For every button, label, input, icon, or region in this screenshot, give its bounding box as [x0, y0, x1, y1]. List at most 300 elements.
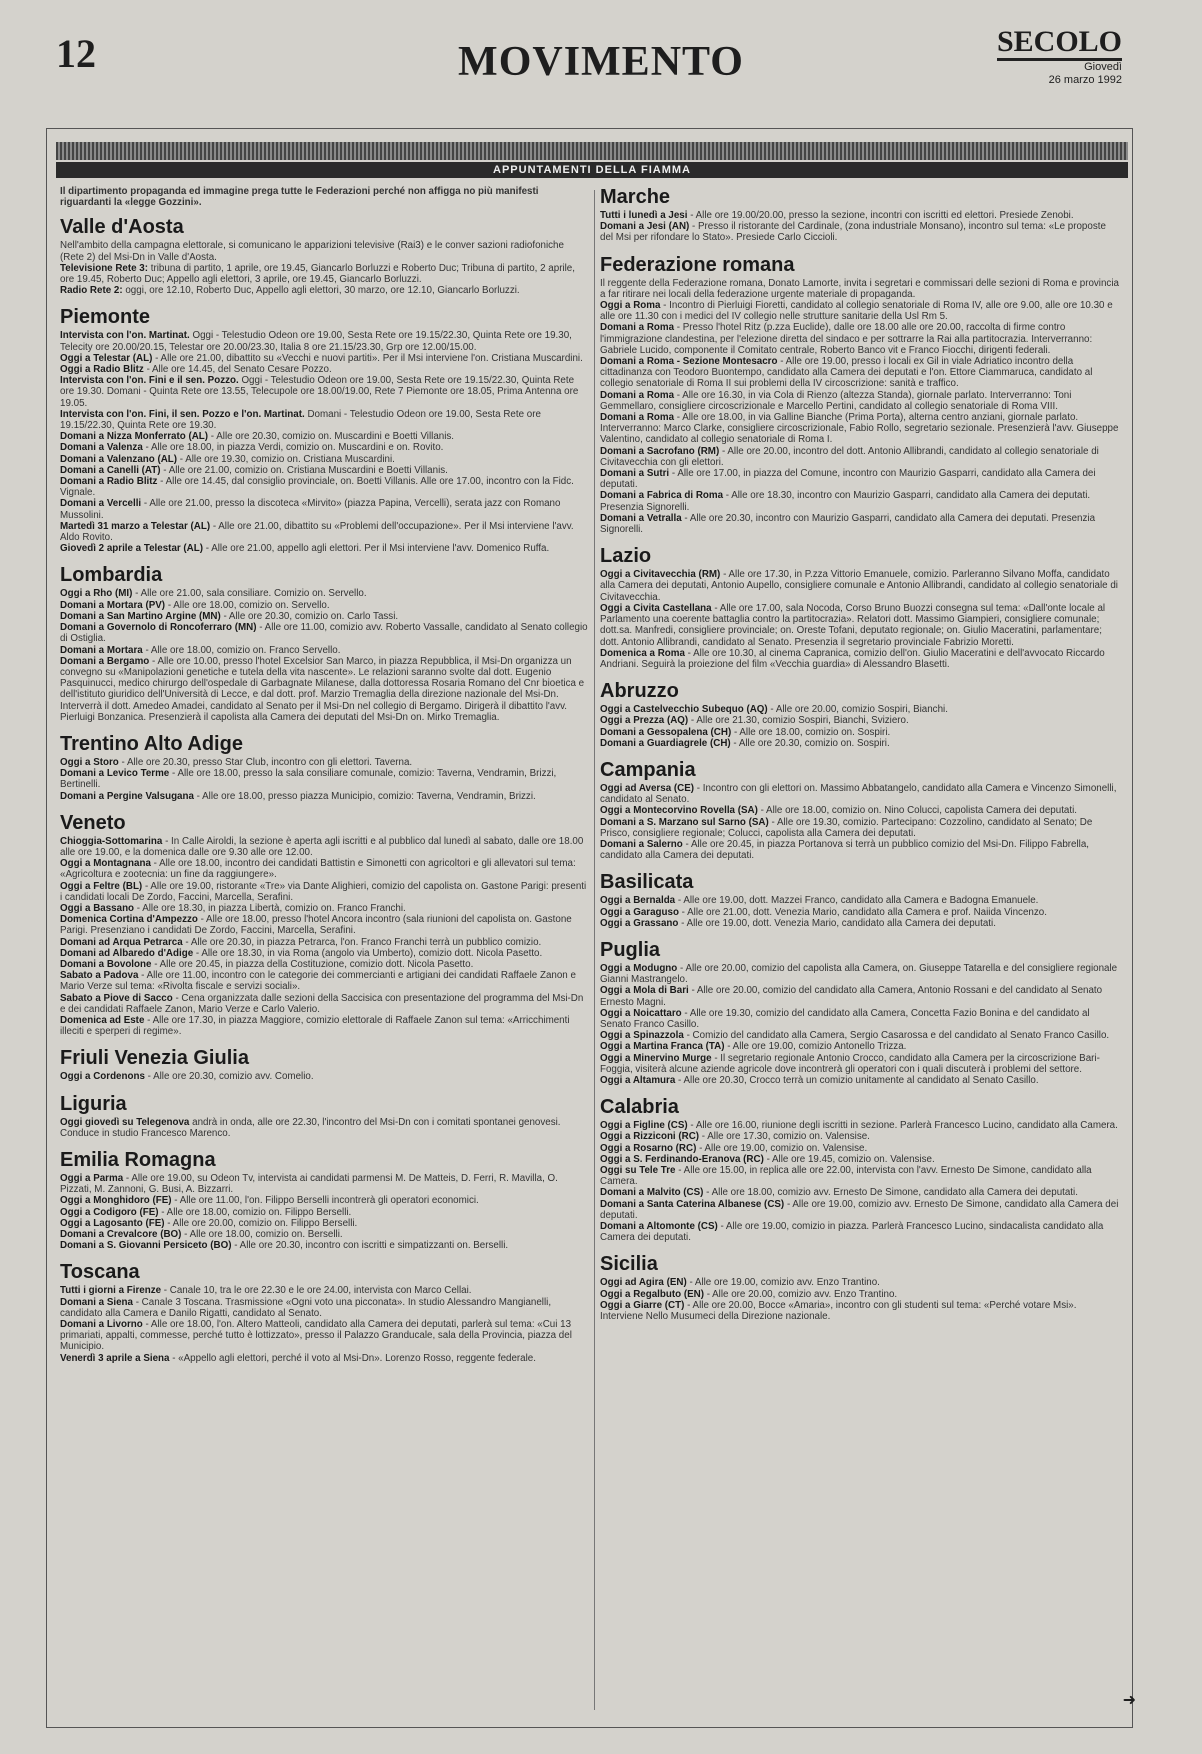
appointment-entry [60, 881, 590, 903]
entry-lead: Chioggia-Sottomarina [60, 835, 163, 847]
appointment-entry [600, 1277, 1120, 1288]
entry-lead: Domani a Governolo di Roncoferraro (MN) [60, 622, 257, 634]
entry-text: - Alle ore 19.00, dott. Mazzei Franco, candidato alla Camera e Badogna Emanuele. [677, 895, 1039, 907]
appointment-entry [60, 622, 590, 644]
entry-lead: Oggi a Prezza (AQ) [600, 715, 689, 727]
right-column [600, 186, 1120, 1724]
appointment-entry [60, 409, 590, 431]
region-title: Marche [600, 186, 671, 208]
entry-text: - «Appello agli elettori, perché il voto al Msi-Dn». Lorenzo Rosso, reggente federale. [172, 1352, 536, 1364]
appointment-entry [600, 805, 1120, 816]
entry-lead: Oggi a Civita Castellana [600, 602, 712, 614]
entry-text: - Alle ore 17.30, comizio on. Valensise. [701, 1131, 870, 1143]
entry-lead: Domani a Fabrica di Roma [600, 490, 724, 502]
entry-lead: Oggi a Storo [60, 756, 119, 768]
appointment-entry [600, 300, 1120, 322]
entry-lead: Domani a Mortara (PV) [60, 599, 166, 611]
banner-stripe [56, 142, 1128, 160]
entry-text: - Alle ore 19.30, comizio del candidato alla Camera, Concetta Fazio Bonina e del candidato al Senato Franco Casillo. [600, 1007, 1090, 1030]
appointment-entry [600, 278, 1120, 300]
appointment-entry [60, 543, 590, 554]
column-divider [594, 190, 595, 1710]
appointment-entry [60, 993, 590, 1015]
entry-lead: Domani a Sacrofano (RM) [600, 445, 720, 457]
entry-text: - Alle ore 17.30, in piazza Maggiore, comizio elettorale di Raffaele Zanon sul tema: «Arricchimenti illeciti e sperperi di regime». [60, 1014, 570, 1038]
entry-text: - Presso l'hotel Ritz (p.zza Euclide), dalle ore 18.00 alle ore 20.00, raccolta di firme contro l'immigrazione clandestina, per l'elezione diretta del sindaco e per sottrarre la Rai alla partitocrazia. Interverranno: Gabriele Lucido, componente il Comitato centrale, Roberto Banco vit e Franco Fiocchi, dirigenti federali. [600, 322, 1093, 356]
entry-text: - Alle ore 20.45, in piazza della Costituzione, comizio dott. Nicola Pasetto. [154, 958, 474, 970]
entry-lead: Oggi a Mola di Bari [600, 985, 689, 997]
intro-notice: Il dipartimento propaganda ed immagine prega tutte le Federazioni perché non affigga no più manifesti riguardanti la «legge Gozzini». [60, 186, 539, 209]
entry-lead: Domani a Roma [600, 412, 675, 424]
region-title: Toscana [60, 1261, 140, 1284]
entry-text: - Alle ore 19.00, comizio in piazza. Parlerà Francesco Lucino, sindacalista candidato alla Camera dei deputati. [600, 1221, 1104, 1244]
appointment-entry [60, 375, 590, 409]
entry-lead: Giovedì 2 aprile a Telestar (AL) [60, 543, 204, 555]
entry-text: - Alle ore 18.00, presso la sala consiliare comunale, comizio: Taverna, Vendramin, Brizzi, Bertinelli. [60, 768, 557, 791]
entry-text: - Alle ore 21.30, comizio Sospiri, Bianchi, Sviziero. [690, 715, 909, 727]
entry-text: Il reggente della Federazione romana, Donato Lamorte, invita i segretari e commissari delle sezioni di Roma e provincia a far ritirare nei locali della federazione urgente materiale di propaganda. [600, 277, 1119, 300]
entry-text: - Alle ore 18.00, comizio on. Franco Servello. [145, 644, 341, 656]
appointment-entry [600, 1120, 1120, 1131]
entry-text: - Alle ore 19.00, presso i locali ex Gil in viale Adriatico incontro della cittadinanza con Teodoro Buontempo, candidato alla Camera dei deputati e l'on. Ettore Ciammaruca, candidato al collegio senatoriale di Roma II sui problemi della IV circoscrizione: sanità e traffico. [600, 356, 1093, 390]
entry-lead: Domani a Malvito (CS) [600, 1187, 704, 1199]
entry-text: - Il segretario regionale Antonio Crocco, candidato alla Camera per la circoscrizione Bari-Foggia, visiterà alcune aziende agricole dove incontrerà gli operatori con i quali discuterà i problemi del settore. [600, 1052, 1100, 1075]
entry-lead: Domani a San Martino Argine (MN) [60, 610, 221, 622]
region-valle-d-aosta [60, 216, 590, 296]
entry-lead: Domani a Guardiagrele (CH) [600, 737, 731, 749]
entry-text: - Alle ore 18.00, presso l'hotel Ancora incontro (sala riunioni del capolista on. Gastone Parigi. Presenziano i candidati De Zordo, Faccini, Marcella, Serafini. [60, 914, 572, 937]
entry-text: - Alle ore 19.30, comizio on. Cristiana Muscardini. [179, 453, 395, 465]
entry-lead: Oggi a Roma [600, 300, 661, 312]
entry-text: - Alle ore 21.00, dott. Venezia Mario, candidato alla Camera e prof. Naiida Vincenzo. [681, 906, 1047, 918]
appointment-entry [60, 1173, 590, 1195]
entry-text: - Alle ore 20.00, incontro del dott. Antonio Allibrandi, candidato al collegio senatoriale di Civitavecchia con gli elettori. [600, 445, 1099, 468]
region-title: Lombardia [60, 564, 163, 587]
entry-lead: Oggi su Tele Tre [600, 1165, 676, 1176]
appointment-entry [600, 412, 1120, 446]
entry-lead: Oggi a Radio Blitz [60, 364, 144, 376]
region-marche [600, 186, 1120, 244]
region-campania [600, 759, 1120, 861]
region-title: Puglia [600, 938, 661, 961]
entry-lead: Oggi a Bassano [60, 902, 135, 914]
region-veneto [60, 812, 590, 1038]
entry-text: - Alle ore 19.00, su Odeon Tv, intervista ai candidati parmensi M. De Matteis, D. Ferri, R. Mavilla, O. Pizzati, M. Zannoni, G. Busi, A. Bizzarri. [60, 1173, 558, 1196]
entry-text: - Incontro con gli elettori on. Massimo Abbatangelo, candidato alla Camera e Vincenzo Simonelli, candidato al Senato. [600, 782, 1117, 806]
appointment-entry [60, 1229, 590, 1240]
region-title: Liguria [60, 1092, 127, 1115]
entry-text: - Alle ore 20.45, in piazza Portanova si terrà un pubblico comizio del Msi-Dn. Filippo Fabrella, candidato alla Camera dei deputati. [600, 838, 1089, 862]
entry-text: - Alle ore 19.00, ristorante «Tre» via Dante Alighieri, comizio del capolista on. Gastone Parigi: presenti i candidati locali De Zordo, Faccini, Marcella, Serafini. [60, 880, 587, 903]
masthead-date: 26 marzo 1992 [1048, 74, 1122, 86]
entry-text: - Alle ore 10.00, presso l'hotel Excelsior San Marco, in piazza Repubblica, il Msi-Dn organizza un convegno su «Manipolazioni genetiche e tutela della vita nascente». Le relazioni saranno svolte dal dott. Eugenio Pasquinucci, medico chirurgo dell'ospedale di Garbagnate Milanese, dalla dottoressa Rosaria Romano del Cnr bioetica e dell'istituto giuridico dell'Università di Lecce, e dal dott. prof. Marzio Tremaglia della direzione nazionale del Msi-Dn. Interverrà il dott. Amedeo Amadei, candidato al Senato per il Msi-Dn nel collegio di Bergamo. Dirigerà il dibattito l'avv. Pierluigi Bonzanica. Presenzierà il capolista alla Camera dei deputati del Msi-Dn on. Mirko Tremaglia. [60, 655, 585, 723]
entry-lead: Domani a Jesi (AN) [600, 221, 690, 233]
left-column [60, 186, 590, 1724]
entry-lead: Oggi a Figline (CS) [600, 1120, 688, 1132]
entry-lead: Domani a Crevalcore (BO) [60, 1229, 182, 1241]
entry-lead: Oggi a Cordenons [60, 1071, 145, 1083]
entry-lead: Domani a Roma [600, 389, 675, 401]
entry-lead: Oggi a Feltre (BL) [60, 880, 143, 892]
entry-lead: Radio Rete 2: [60, 285, 123, 297]
entry-text: - Alle ore 21.00, comizio on. Cristiana Muscardini e Boetti Villanis. [163, 464, 448, 476]
entry-lead: Oggi a Spinazzola [600, 1030, 684, 1042]
entry-lead: Domani a Valenzano (AL) [60, 453, 178, 465]
entry-lead: Oggi a Rho (MI) [60, 588, 133, 600]
appointment-entry [60, 645, 590, 656]
appointment-entry [600, 1030, 1120, 1041]
entry-lead: Oggi a Montagnana [60, 858, 151, 870]
entry-text: - Alle ore 18.00, comizio on. Nino Colucci, capolista Camera dei deputati. [760, 805, 1077, 817]
appointment-entry [60, 858, 590, 880]
appointment-entry [600, 985, 1120, 1007]
entry-text: - Alle ore 20.30, comizio avv. Comelio. [147, 1071, 314, 1083]
region-abruzzo [600, 680, 1120, 749]
entry-lead: Oggi a S. Ferdinando-Eranova (RC) [600, 1153, 764, 1165]
appointment-entry [60, 656, 590, 723]
appointment-entry [60, 1285, 590, 1296]
masthead [997, 26, 1122, 87]
appointment-entry [600, 210, 1120, 221]
appointment-entry [600, 1199, 1120, 1221]
entry-text: - Alle ore 19.00, comizio Antonello Trizza. [727, 1041, 907, 1053]
entry-text: andrà in onda, alle ore 22.30, l'incontro del Msi-Dn con i comitati spontanei genovesi. Conduce in studio Francesco Marenco. [60, 1116, 561, 1139]
entry-text: Oggi - Telestudio Odeon ore 19.00, Sesta Rete ore 19.15/22.30, Quinta Rete ore 19.30, Telecity ore 20.00/20.15, Telestar ore 20.00/23.30, Italia 8 ore 21.15/23.30, Grp ore 12.00/15.00. [60, 330, 572, 353]
entry-text: - Presso il ristorante del Cardinale, (zona industriale Monsano), incontro sul tema: «Le proposte del Msi per rifondare lo Stato». Presiede Carlo Ciccioli. [600, 221, 1106, 244]
entry-text: - Alle ore 17.00, sala Nocoda, Corso Bruno Buozzi consegna sul tema: «Dall'onte locale al Parlamento una coerente battaglia contro la partitocrazia». Relatori dott. Massimo Giampieri, consigliere comunale; dott.sa. Manfredi, consigliere provinciale; on. Oreste Tofani, deputato regionale; on. Giulio Maceratini, parlamentare; dott. Antonio Allibrandi, candidato al Senato. Presenzia il segretario provinciale Fabrizio Moretti. [600, 602, 1106, 648]
entry-text: - Alle ore 18.00, comizio avv. Ernesto De Simone, candidato alla Camera dei deputati. [706, 1187, 1078, 1199]
region-basilicata [600, 871, 1120, 929]
appointment-entry [600, 1143, 1120, 1154]
entry-lead: Domani a Livorno [60, 1319, 143, 1331]
entry-text: - Alle ore 21.00, presso la discoteca «Mirvito» (piazza Papina, Vercelli), serata jazz con Romano Mussolini. [60, 498, 561, 521]
entry-lead: Oggi a Monghidoro (FE) [60, 1195, 172, 1207]
entry-lead: Domani a S. Marzano sul Sarno (SA) [600, 816, 769, 828]
entry-text: Nell'ambito della campagna elettorale, si comunicano le apparizioni televisive (Rai3) e le conver sazioni radiofoniche (Rete 2) del Msi-Dn in Valle d'Aosta. [60, 240, 564, 263]
entry-lead: Domani a Vetralla [600, 512, 682, 524]
section-title: MOVIMENTO [458, 39, 744, 85]
entry-lead: Domani a Pergine Valsugana [60, 790, 194, 802]
entry-text: - Canale 3 Toscana. Trasmissione «Ogni voto una picconata». In studio Alessandro Mangianelli, candidato alla Camera e Danilo Rigatti, candidato al Senato. [60, 1296, 552, 1319]
appointment-entry [60, 768, 590, 790]
appointment-entry [60, 285, 590, 296]
appointment-entry [600, 727, 1120, 738]
entry-lead: Domani a Gessopalena (CH) [600, 726, 732, 738]
appointment-entry [600, 907, 1120, 918]
appointment-entry [60, 240, 590, 262]
appointment-entry [60, 836, 590, 858]
region-toscana [60, 1261, 590, 1363]
entry-text: - Alle ore 20.30, presso Star Club, incontro con gli elettori. Taverna. [121, 756, 413, 768]
appointment-entry [60, 330, 590, 352]
masthead-day: Giovedì [1084, 61, 1122, 73]
appointment-entry [600, 783, 1120, 805]
region-liguria [60, 1093, 590, 1139]
appointment-entry [60, 1195, 590, 1206]
entry-lead: Domani a Santa Caterina Albanese (CS) [600, 1198, 785, 1210]
appointment-entry [600, 817, 1120, 839]
entry-text: - Comizio del candidato alla Camera, Sergio Casarossa e del candidato al Senato Franco Casillo. [686, 1030, 1110, 1042]
entry-text: - Alle ore 18.00, comizio on. Berselli. [184, 1229, 343, 1241]
appointment-entry [60, 1071, 590, 1082]
region-title: Basilicata [600, 871, 694, 894]
entry-text: Domani - Telestudio Odeon ore 19.00, Sesta Rete ore 19.15/22.30, Quinta Rete ore 19.30. [60, 408, 541, 432]
entry-lead: Oggi a Castelvecchio Subequo (AQ) [600, 704, 768, 716]
entry-lead: Intervista con l'on. Fini e il sen. Pozzo. [60, 375, 239, 387]
entry-lead: Domani ad Arqua Petrarca [60, 936, 183, 948]
entry-text: - Alle ore 18.00, comizio on. Sospiri. [733, 726, 891, 738]
entry-lead: Venerdì 3 aprile a Siena [60, 1352, 170, 1364]
entry-lead: Domani a Sutri [600, 468, 670, 480]
entry-text: oggi, ore 12.10, Roberto Duc, Appello agli elettori, 30 marzo, ore 12.10, Giancarlo Borluzzi. [125, 285, 520, 297]
entry-text: - Alle ore 20.00, comizio on. Filippo Berselli. [167, 1217, 358, 1229]
entry-lead: Oggi a Martina Franca (TA) [600, 1041, 725, 1053]
appointment-entry [60, 263, 590, 285]
region-title: Friuli Venezia Giulia [60, 1047, 249, 1070]
appointment-entry [600, 1053, 1120, 1075]
appointment-entry [60, 476, 590, 498]
entry-text: - Alle ore 19.00, dott. Venezia Mario, candidato alla Camera dei deputati. [681, 917, 996, 929]
appointment-entry [60, 959, 590, 970]
entry-text: - Alle ore 17.00, in piazza del Comune, incontro con Maurizio Gasparri, candidato alla Camera dei deputati. [600, 468, 1096, 491]
entry-text: - Alle ore 14.45, dal consiglio provinciale, on. Boetti Villanis. Alle ore 17.00, incontro con la Fidc. Vignale. [60, 476, 574, 499]
entry-lead: Oggi a Rosarno (RC) [600, 1142, 697, 1154]
entry-text: - Alle ore 21.00, dibattito su «Problemi dell'occupazione». Per il Msi interviene l'avv. Aldo Rovito. [60, 520, 574, 544]
appointment-entry [600, 356, 1120, 390]
appointment-entry [60, 1218, 590, 1229]
entry-lead: Oggi a Garaguso [600, 906, 679, 918]
appointment-entry [60, 937, 590, 948]
entry-lead: Domani a Levico Terme [60, 768, 170, 780]
appointment-entry [600, 490, 1120, 512]
region-piemonte [60, 306, 590, 554]
appointment-entry [600, 738, 1120, 749]
entry-text: - Alle ore 19.30, comizio. Partecipano: Cozzolino, candidato al Senato; De Prisco, consigliere regionale; Colucci, capolista alla Camera dei deputati. [600, 816, 1093, 839]
appointment-entry [60, 521, 590, 543]
entry-lead: Sabato a Piove di Sacco [60, 992, 173, 1004]
entry-text: - Alle ore 10.30, al cinema Capranica, comizio dell'on. Giulio Maceratini e dell'avvocato Riccardo Andriani. Seguirà la proiezione del film «Vecchia guardia» di Alessandro Blasetti. [600, 647, 1105, 670]
entry-text: - Alle ore 17.30, in P.zza Vittorio Emanuele, comizio. Parleranno Silvano Moffa, candidato alla Camera dei deputati, Antonio Aupello, consigliere comunale e Antonio Allibrandi, candidato al collegio senatoriale di Civitavecchia. [600, 569, 1118, 603]
entry-lead: Oggi a Rizziconi (RC) [600, 1131, 700, 1143]
entry-text: - Alle ore 18.00, in piazza Verdi, comizio on. Muscardini e on. Rovito. [145, 442, 444, 454]
appointment-entry [600, 648, 1120, 670]
appointment-entry [600, 1300, 1120, 1322]
entry-lead: Oggi a Regalbuto (EN) [600, 1288, 704, 1300]
appointment-entry [600, 221, 1120, 243]
entry-lead: Domani a Canelli (AT) [60, 464, 161, 476]
entry-text: tribuna di partito, 1 aprile, ore 19.45, Giancarlo Borluzzi e Roberto Duc; Tribuna di partito, 2 aprile, ore 19.45, Roberto Duc; Appello agli elettori, 3 aprile, ore 19.45, Giancarlo Borluzzi. [60, 262, 575, 286]
entry-text: - Alle ore 19.00/20.00, presso la sezione, incontri con iscritti ed elettori. Presiede Zenobi. [690, 210, 1074, 221]
entry-lead: Oggi a Minervino Murge [600, 1052, 712, 1064]
entry-lead: Oggi a Giarre (CT) [600, 1299, 685, 1311]
entry-lead: Domani ad Albaredo d'Adige [60, 947, 194, 959]
region-calabria [600, 1096, 1120, 1243]
entry-text: - Alle ore 20.30, comizio on. Sospiri. [733, 737, 890, 749]
appointment-entry [600, 715, 1120, 726]
appointment-entry [600, 1041, 1120, 1052]
region-emilia-romagna [60, 1149, 590, 1251]
entry-lead: Domani a Nizza Monferrato (AL) [60, 431, 209, 443]
entry-lead: Oggi ad Agira (EN) [600, 1277, 687, 1289]
appointment-entry [60, 353, 590, 364]
appointment-entry [60, 1117, 590, 1139]
appointment-entry [60, 454, 590, 465]
entry-text: - Alle ore 16.30, in via Cola di Rienzo (altezza Standa), giornale parlato. Interverranno: Toni Gemmellaro, consigliere circoscrizionale e Marcello Pertini, candidato al collegio senatoriale di Roma VIII. [600, 389, 1072, 412]
region-sicilia [600, 1253, 1120, 1322]
appointment-entry [60, 1319, 590, 1353]
entry-lead: Domani a Mortara [60, 644, 143, 656]
continue-arrow-icon: ➜ [1122, 1692, 1136, 1709]
entry-lead: Oggi a Modugno [600, 962, 678, 974]
entry-lead: Domani a Bovolone [60, 958, 152, 970]
entry-lead: Oggi a Civitavecchia (RM) [600, 569, 721, 581]
entry-lead: Oggi a Montecorvino Rovella (SA) [600, 805, 758, 817]
entry-text: - Alle ore 18.00, incontro dei candidati Battistin e Simonetti con agricoltori e gli allevatori sul tema: «Agricoltura e zootecnia: un fine da raggiungere». [60, 858, 576, 881]
entry-lead: Oggi a Noicattaro [600, 1007, 682, 1019]
appointment-entry [600, 390, 1120, 412]
entry-text: - Incontro di Pierluigi Fioretti, candidato al collegio senatoriale di Roma IV, alle ore 9.00, alle ore 10.30 e alle ore 11.30 con i medici del IV collegio nelle strutture sanitarie della Usl Rm 5. [600, 300, 1113, 323]
entry-text: - Alle ore 18.30, incontro con Maurizio Gasparri, candidato alla Camera dei deputati. Presenzia Signorelli. [600, 490, 1091, 513]
entry-text: - Alle ore 18.00, l'on. Altero Matteoli, candidato alla Camera dei deputati, parlerà sul tema: «Cui 13 primariati, appalti, commesse, perché tutto è lottizzato», presso il Palazzo Granducale, sala della Provincia, piazza del Municipio. [60, 1319, 572, 1353]
entry-lead: Domani a Salerno [600, 838, 683, 850]
entry-lead: Domenica ad Este [60, 1014, 145, 1026]
entry-lead: Martedì 31 marzo a Telestar (AL) [60, 520, 211, 532]
entry-text: - Alle ore 20.30, incontro con iscritti e simpatizzanti on. Berselli. [234, 1240, 509, 1252]
entry-text: - Cena organizzata dalle sezioni della Saccisica con presentazione del programma del Msi-Dn e dei candidati Raffaele Zanon, Mario Verze e Carlo Valerio. [60, 992, 584, 1015]
entry-text: - Alle ore 18.00, comizio on. Servello. [167, 599, 330, 611]
entry-text: - Alle ore 20.30, comizio on. Muscardini e Boetti Villanis. [210, 431, 455, 443]
appointment-entry [60, 588, 590, 599]
entry-text: - Alle ore 20.00, Bocce «Amaria», incontro con gli studenti sul tema: «Perché votare Msi». Interviene Nello Musumeci della Direzione nazionale. [600, 1299, 1077, 1323]
region-title: Calabria [600, 1096, 679, 1119]
region-title: Piemonte [60, 306, 151, 329]
appointment-entry [600, 1131, 1120, 1142]
entry-text: - Canale 10, tra le ore 22.30 e le ore 24.00, intervista con Marco Cellai. [163, 1285, 472, 1297]
entry-lead: Domani a Roma - Sezione Montesacro [600, 356, 778, 368]
appointment-entry [600, 1187, 1120, 1198]
appointment-entry [60, 465, 590, 476]
appointment-entry [60, 1297, 590, 1319]
entry-lead: Domani a Siena [60, 1296, 133, 1308]
appointment-entry [60, 611, 590, 622]
entry-text: - Alle ore 21.00, sala consiliare. Comizio on. Servello. [135, 588, 367, 600]
appointment-entry [600, 1154, 1120, 1165]
region-title: Lazio [600, 545, 652, 568]
appointment-entry [60, 442, 590, 453]
appointment-entry [60, 903, 590, 914]
region-title: Trentino Alto Adige [60, 732, 243, 755]
entry-lead: Oggi a Bernalda [600, 895, 676, 907]
entry-lead: Tutti i giorni a Firenze [60, 1285, 162, 1297]
entry-text: - Alle ore 18.00, in via Galline Bianche (Prima Porta), alterna centro anziani, giornale parlato. Interverranno: Marco Clarke, consigliere circoscrizionale, Fabio Rollo, segretario sezionale. Presenzierà l'avv. Giuseppe Valentino, candidato al collegio senatoriale di Roma I. [600, 412, 1119, 446]
entry-lead: Oggi a Altamura [600, 1074, 676, 1086]
entry-text: - Alle ore 14.45, del Senato Cesare Pozzo. [146, 364, 332, 376]
region-federazione-romana [600, 254, 1120, 536]
region-lazio [600, 545, 1120, 670]
appointment-entry [60, 757, 590, 768]
appointment-entry [60, 498, 590, 520]
appointment-entry [60, 970, 590, 992]
entry-text: Oggi - Telestudio Odeon ore 19.00, Sesta Rete ore 19.15/22.30, Quinta Rete ore 19.30. Domani - Quinta Rete ore 13.55, Telecupole ore 18.00/19.00, Rete 7 Piemonte ore 18.05, Prima Antenna ore 19.05. [60, 375, 579, 409]
entry-lead: Oggi giovedì su Telegenova [60, 1116, 190, 1128]
entry-lead: Oggi a Grassano [600, 917, 679, 929]
entry-lead: Oggi a Parma [60, 1173, 124, 1184]
entry-text: - Alle ore 11.00, comizio avv. Roberto Vassalle, candidato al Senato collegio di Ostiglia. [60, 622, 588, 645]
region-title: Federazione romana [600, 253, 795, 276]
entry-lead: Televisione Rete 3: [60, 262, 149, 274]
appointment-entry [60, 1015, 590, 1037]
entry-text: - Alle ore 20.30, Crocco terrà un comizio unitamente al candidato al Senato Casillo. [678, 1074, 1039, 1086]
appointment-entry [600, 446, 1120, 468]
region-title: Campania [600, 758, 696, 781]
appointment-entry [600, 895, 1120, 906]
entry-lead: Domani a Valenza [60, 442, 143, 454]
banner [56, 162, 1128, 178]
entry-lead: Oggi ad Aversa (CE) [600, 782, 694, 794]
region-title: Sicilia [600, 1253, 658, 1276]
region-title: Emilia Romagna [60, 1149, 216, 1171]
appointment-entry [60, 431, 590, 442]
appointment-entry [600, 1165, 1120, 1187]
appointment-entry [600, 322, 1120, 356]
appointment-entry [600, 963, 1120, 985]
entry-text: - Alle ore 20.30, comizio on. Carlo Tassi. [223, 610, 399, 622]
entry-text: - Alle ore 20.00, comizio Sospiri, Bianchi. [770, 704, 948, 716]
appointment-entry [600, 1221, 1120, 1243]
appointment-entry [60, 364, 590, 375]
entry-lead: Domani a Bergamo [60, 655, 150, 667]
appointment-entry [600, 1289, 1120, 1300]
entry-text: - Alle ore 19.00, comizio avv. Ernesto De Simone, candidato alla Camera dei deputati. [600, 1198, 1119, 1221]
entry-text: - Alle ore 11.00, incontro con le categorie dei commercianti e artigiani dei candidati Raffaele Zanon e Mario Verze sul tema: «Rivolta fiscale e servizi sociali». [60, 970, 576, 993]
entry-text: - Alle ore 20.30, incontro con Maurizio Gasparri, candidato alla Camera dei deputati. Presenzia Signorelli. [600, 512, 1096, 536]
entry-text: - Alle ore 20.00, comizio del candidato alla Camera, Antonio Rossani e del candidato al Senato Ernesto Magni. [600, 985, 1103, 1008]
region-lombardia [60, 564, 590, 722]
appointment-entry [60, 948, 590, 959]
entry-lead: Sabato a Padova [60, 970, 139, 982]
entry-lead: Domani a Vercelli [60, 498, 142, 510]
appointment-entry [60, 1240, 590, 1251]
region-puglia [600, 939, 1120, 1086]
entry-text: - Alle ore 11.00, l'on. Filippo Berselli incontrerà gli operatori economici. [174, 1195, 479, 1207]
entry-text: - Alle ore 20.00, comizio avv. Enzo Trantino. [706, 1288, 898, 1300]
region-title: Valle d'Aosta [60, 216, 184, 239]
entry-lead: Oggi a Codigoro (FE) [60, 1206, 159, 1218]
entry-lead: Domenica a Roma [600, 647, 685, 659]
entry-text: - Alle ore 21.00, appello agli elettori. Per il Msi interviene l'avv. Domenico Ruffa. [205, 543, 550, 555]
appointment-entry [60, 914, 590, 936]
page-number: 12 [56, 31, 96, 76]
entry-text: - Alle ore 18.00, presso piazza Municipio, comizio: Taverna, Vendramin, Brizzi. [196, 790, 536, 802]
entry-text: - Alle ore 19.00, comizio avv. Enzo Trantino. [689, 1277, 880, 1289]
entry-text: - Alle ore 16.00, riunione degli iscritti in sezione. Parlerà Francesco Lucino, candidato alla Camera. [690, 1120, 1118, 1132]
entry-lead: Intervista con l'on. Martinat. [60, 330, 190, 342]
appointment-entry [600, 513, 1120, 535]
appointment-entry [60, 1353, 590, 1364]
entry-lead: Domani a Roma [600, 322, 675, 334]
region-trentino-alto-adige [60, 733, 590, 802]
entry-text: - In Calle Airoldi, la sezione è aperta agli iscritti e al pubblico dal lunedì al sabato, dalle ore 18.00 alle ore 19.00, e la domenica dalle ore 9.30 alle ore 12.00. [60, 835, 584, 858]
region-title: Veneto [60, 811, 126, 834]
appointment-entry [600, 839, 1120, 861]
entry-text: - Alle ore 18.30, in via Roma (angolo via Umberto), comizio dott. Nicola Pasetto. [195, 947, 543, 959]
entry-lead: Tutti i lunedì a Jesi [600, 210, 688, 221]
appointment-entry [60, 1207, 590, 1218]
entry-text: - Alle ore 20.00, comizio del capolista alla Camera, on. Giuseppe Tatarella e del consigliere regionale Gianni Mastrangelo. [600, 962, 1118, 986]
entry-text: - Alle ore 20.30, in piazza Petrarca, l'on. Franco Franchi terrà un pubblico comizio. [185, 936, 542, 948]
appointment-entry [60, 791, 590, 802]
region-friuli-venezia-giulia [60, 1047, 590, 1082]
